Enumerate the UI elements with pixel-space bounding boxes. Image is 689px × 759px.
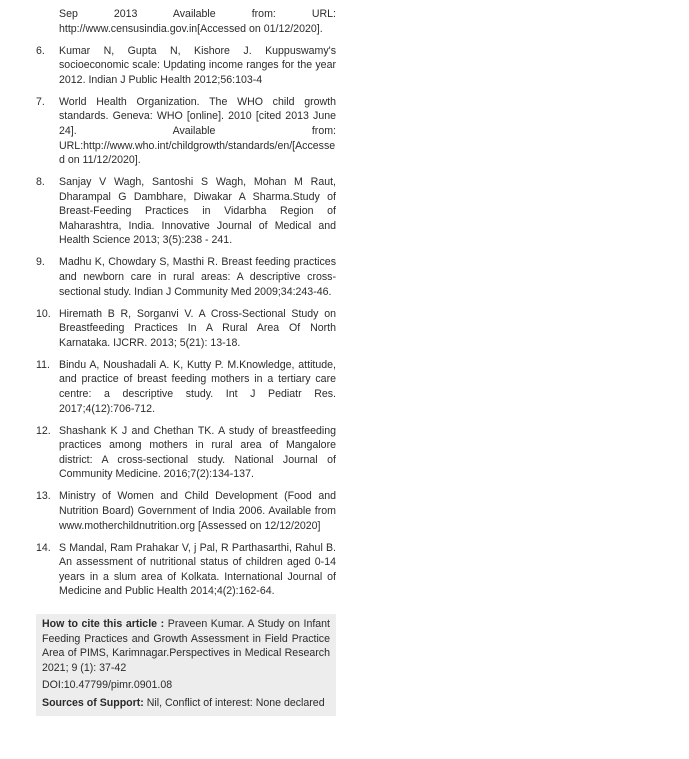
reference-number: 6. bbox=[36, 44, 45, 57]
support-line bbox=[42, 696, 330, 711]
reference-item bbox=[36, 424, 336, 482]
reference-text: Hiremath B R, Sorganvi V. A Cross-Sectional Study on Breastfeeding Practices In A Rural Area Of North Karnataka. IJCRR. 2013; 5(21): 13-18. bbox=[59, 307, 336, 349]
reference-item bbox=[36, 255, 336, 299]
support-label: Sources of Support: bbox=[42, 697, 144, 709]
reference-list bbox=[36, 0, 336, 606]
reference-item bbox=[36, 541, 336, 599]
citation-label: How to cite this article : bbox=[42, 618, 165, 630]
reference-text: Sep 2013 Available from: URL: http://www.censusindia.gov.in[Accessed on 01/12/2020]. bbox=[59, 8, 336, 35]
reference-text: Bindu A, Noushadali A. K, Kutty P. M.Knowledge, attitude, and practice of breast feeding mothers in a tertiary care centre: a descriptive study. Int J Pediatr Res. 2017;4(12):706-712. bbox=[59, 358, 336, 415]
reference-item bbox=[36, 95, 336, 168]
reference-text: Madhu K, Chowdary S, Masthi R. Breast feeding practices and newborn care in rural areas: A descriptive cross-sectional study. Indian J Community Med 2009;34:243-46. bbox=[59, 256, 336, 298]
reference-number: 10. bbox=[36, 307, 51, 320]
reference-text: Kumar N, Gupta N, Kishore J. Kuppuswamy's socioeconomic scale: Updating income ranges for the year 2012. Indian J Public Health 2012;56:103-4 bbox=[59, 44, 336, 86]
reference-number: 8. bbox=[36, 176, 45, 189]
reference-item bbox=[36, 7, 336, 36]
reference-text: Ministry of Women and Child Development (Food and Nutrition Board) Government of India 2006. Available from www.motherchildnutrition.org [Assessed on 12/12/2020] bbox=[59, 490, 336, 532]
support-text: Nil, Conflict of interest: None declared bbox=[143, 697, 325, 709]
reference-item bbox=[36, 44, 336, 88]
reference-text: Shashank K J and Chethan TK. A study of breastfeeding practices among mothers in rural area of Mangalore district: A cross-sectional study. National Journal of Community Medicine. 2016;7(2):134-137. bbox=[59, 424, 336, 481]
citation-box bbox=[36, 614, 336, 716]
reference-item bbox=[36, 307, 336, 351]
reference-number: 7. bbox=[36, 95, 45, 108]
reference-item bbox=[36, 489, 336, 533]
reference-text: Sanjay V Wagh, Santoshi S Wagh, Mohan M Raut, Dharampal G Dambhare, Diwakar A Sharma.Study of Breast-Feeding Practices in Vidarbha Region of Maharashtra, India. Innovative Journal of Medical and Health Science 2013; 3(5):238 - 241. bbox=[59, 176, 336, 247]
reference-number: 14. bbox=[36, 541, 51, 554]
reference-item bbox=[36, 358, 336, 416]
reference-number: 9. bbox=[36, 256, 45, 269]
reference-number: 12. bbox=[36, 424, 51, 437]
doi-line: DOI:10.47799/pimr.0901.08 bbox=[42, 679, 173, 691]
reference-text: World Health Organization. The WHO child growth standards. Geneva: WHO [online]. 2010 [cited 2013 June 24]. Available from: URL:http://www.who.int/childgrowth/standards/en/[Accessed on 11/12/2020]. bbox=[59, 95, 336, 167]
reference-number: 13. bbox=[36, 490, 51, 503]
citation-paragraph bbox=[42, 617, 330, 675]
reference-number: 11. bbox=[36, 358, 50, 371]
citation-text: Praveen Kumar. A Study on Infant Feeding Practices and Growth Assessment in Field Practice Area of PIMS, Karimnagar.Perspectives in Medical Research 2021; 9 (1): 37-42 bbox=[42, 618, 331, 674]
reference-number bbox=[36, 7, 59, 36]
reference-item bbox=[36, 175, 336, 248]
reference-text: S Mandal, Ram Prahakar V, j Pal, R Parthasarthi, Rahul B. An assessment of nutritional status of children aged 0-14 years in a slum area of Kolkata. International Journal of Medicine and Public Health 2014;4(2):162-64. bbox=[59, 541, 336, 598]
